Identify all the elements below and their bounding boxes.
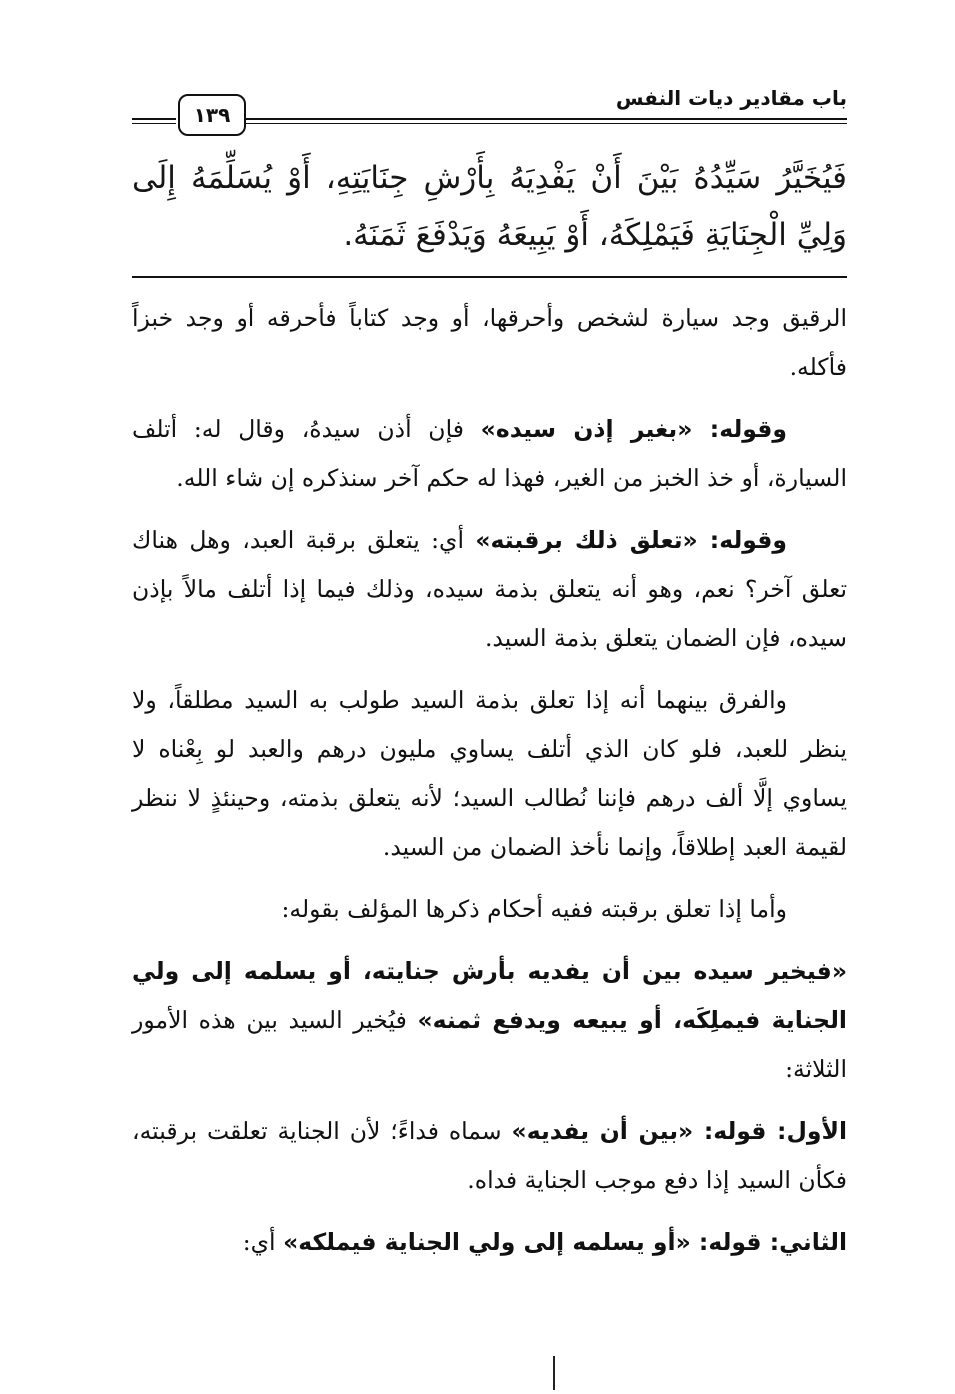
paragraph-7 xyxy=(132,1107,847,1205)
paragraph-3 xyxy=(132,516,847,663)
paragraph-text: فإن أذن سيدهُ، وقال له: أتلف السيارة، أو خذ الخبز من الغير، فهذا له حكم آخر سنذكره إن شاء الله. xyxy=(132,415,847,492)
binding-mark xyxy=(553,1356,555,1390)
paragraph-5 xyxy=(132,885,847,934)
header-rule-left xyxy=(132,118,176,124)
matn-text: فَيُخَيَّرُ سَيِّدُهُ بَيْنَ أَنْ يَفْدِيَهُ بِأَرْشِ جِنَايَتِهِ، أَوْ يُسَلِّمَهُ إِلَى وَلِيِّ الْجِنَايَةِ فَيَمْلِكَهُ، أَوْ يَبِيعَهُ وَيَدْفَعَ ثَمَنَهُ. xyxy=(132,160,847,253)
paragraph-text: سماه فداءً؛ لأن الجناية تعلقت برقبته، فكأن السيد إذا دفع موجب الجناية فداه. xyxy=(132,1117,847,1194)
running-title: باب مقادير ديات النفس xyxy=(615,86,847,110)
paragraph-lead: وقوله: xyxy=(692,415,787,443)
paragraph-text: أي: يتعلق برقبة العبد، وهل هناك تعلق آخر؟ نعم، وهو أنه يتعلق بذمة سيده، وذلك فيما إذا أتلف مالاً بإذن سيده، فإن الضمان يتعلق بذمة السيد. xyxy=(132,526,847,652)
paragraph-6 xyxy=(132,947,847,1094)
paragraph-text: أي: xyxy=(242,1228,284,1256)
header-rule-right xyxy=(244,118,847,124)
paragraph-2 xyxy=(132,405,847,503)
paragraph-lead: الأول: قوله: xyxy=(693,1117,848,1145)
paragraph-text: وأما إذا تعلق برقبته ففيه أحكام ذكرها المؤلف بقوله: xyxy=(281,895,787,923)
paragraph-8 xyxy=(132,1218,847,1267)
paragraph-lead: وقوله: xyxy=(697,526,788,554)
page-number: ١٣٩ xyxy=(178,94,246,136)
paragraph-lead: الثاني: قوله: xyxy=(690,1228,847,1256)
quoted-phrase: «فيخير سيده بين أن يفديه بأرش جنايته، أو يسلمه إلى ولي الجناية فيملِكَه، أو يبيعه ويدفع ثمنه» xyxy=(132,957,847,1034)
paragraph-text: فيُخير السيد بين هذه الأمور الثلاثة: xyxy=(132,1006,847,1083)
matn-separator xyxy=(132,276,847,278)
page-header xyxy=(132,82,847,132)
paragraph-1 xyxy=(132,294,847,392)
commentary-body xyxy=(132,294,847,1280)
quoted-phrase: «أو يسلمه إلى ولي الجناية فيملكه» xyxy=(283,1228,691,1256)
quoted-phrase: «بغير إذن سيده» xyxy=(480,415,693,443)
paragraph-text: الرقيق وجد سيارة لشخص وأحرقها، أو وجد كتاباً فأحرقه أو وجد خبزاً فأكله. xyxy=(132,304,847,381)
quoted-phrase: «بين أن يفديه» xyxy=(511,1117,694,1145)
paragraph-text: والفرق بينهما أنه إذا تعلق بذمة السيد طولب به السيد مطلقاً، ولا ينظر للعبد، فلو كان الذي أتلف يساوي مليون درهم والعبد لو بِعْناه لا يساوي إلَّا ألف درهم فإننا نُطالب السيد؛ لأنه يتعلق بذمته، وحينئذٍ لا ننظر لقيمة العبد إطلاقاً، وإنما نأخذ الضمان من السيد. xyxy=(132,686,847,861)
paragraph-4 xyxy=(132,676,847,872)
quoted-phrase: «تعلق ذلك برقبته» xyxy=(475,526,698,554)
